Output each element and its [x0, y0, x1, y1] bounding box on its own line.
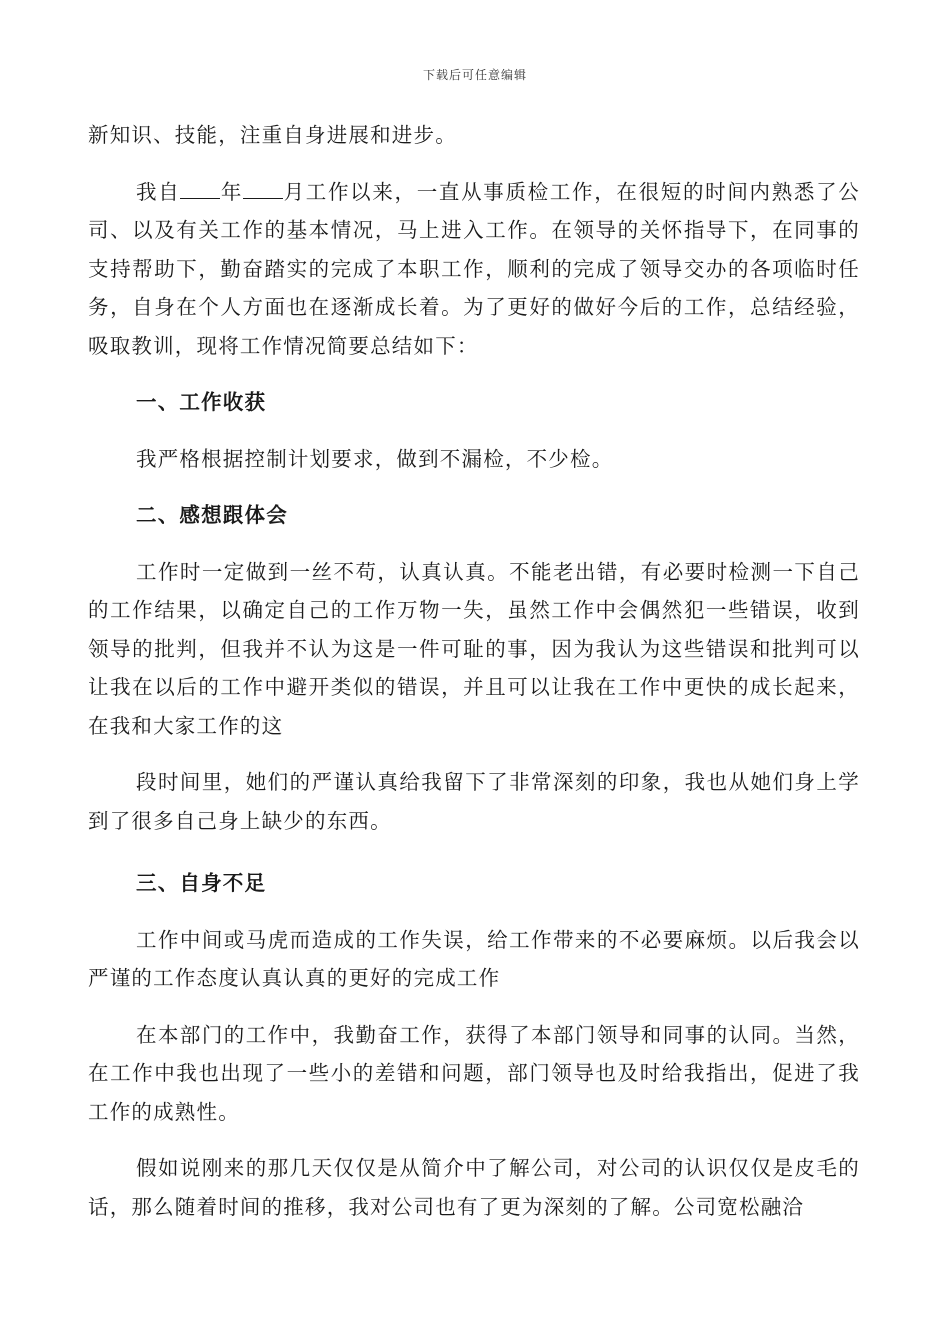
paragraph-continuation: 新知识、技能，注重自身进展和进步。	[88, 123, 457, 147]
paragraph-thoughts: 工作时一定做到一丝不苟，认真认真。不能老出错，有必要时检测一下自己的工作结果，以确定自己的工作万物一失，虽然工作中会偶然犯一些错误，收到领导的批判，但我并不认为这是一件可耻的事，因为我认为这些错误和批判可以让我在以后的工作中避开类似的错误，并且可以让我在工作中更快的成长起来，在我和大家工作的这	[88, 559, 860, 738]
document-body	[88, 116, 860, 1226]
paragraph-company: 假如说刚来的那几天仅仅是从简介中了解公司，对公司的认识仅仅是皮毛的话，那么随着时间的推移，我对公司也有了更为深刻的了解。公司宽松融洽	[88, 1156, 860, 1219]
section-heading-2: 二、感想跟体会	[136, 503, 288, 527]
paragraph-thoughts-cont: 段时间里，她们的严谨认真给我留下了非常深刻的印象，我也从她们身上学到了很多自己身上缺少的东西。	[88, 770, 860, 833]
page-header: 下载后可任意编辑	[422, 68, 527, 82]
paragraph-shortcomings: 工作中间或马虎而造成的工作失误，给工作带来的不必要麻烦。以后我会以严谨的工作态度认真认真的更好的完成工作	[88, 927, 860, 990]
paragraph-intro	[88, 173, 860, 366]
paragraph-department: 在本部门的工作中，我勤奋工作，获得了本部门领导和同事的认同。当然，在工作中我也出现了一些小的差错和问题，部门领导也及时给我指出，促进了我工作的成熟性。	[88, 1022, 860, 1124]
paragraph-gains: 我严格根据控制计划要求，做到不漏检，不少检。	[136, 446, 614, 471]
intro-text-rest: 月工作以来，一直从事质检工作，在很短的时间内熟悉了公司、以及有关工作的基本情况，马上进入工作。在领导的关怀指导下，在同事的支持帮助下，勤奋踏实的完成了本职工作，顺利的完成了领导交办的各项临时任务，自身在个人方面也在逐渐成长着。为了更好的做好今后的工作，总结经验，吸取教训，现将工作情况简要总结如下：	[88, 179, 861, 358]
intro-text-year: 年	[220, 179, 244, 204]
section-heading-1: 一、工作收获	[136, 390, 267, 414]
month-blank	[243, 180, 283, 199]
intro-text-start: 我自	[136, 179, 181, 204]
section-heading-3: 三、自身不足	[136, 871, 267, 895]
year-blank	[180, 180, 220, 199]
